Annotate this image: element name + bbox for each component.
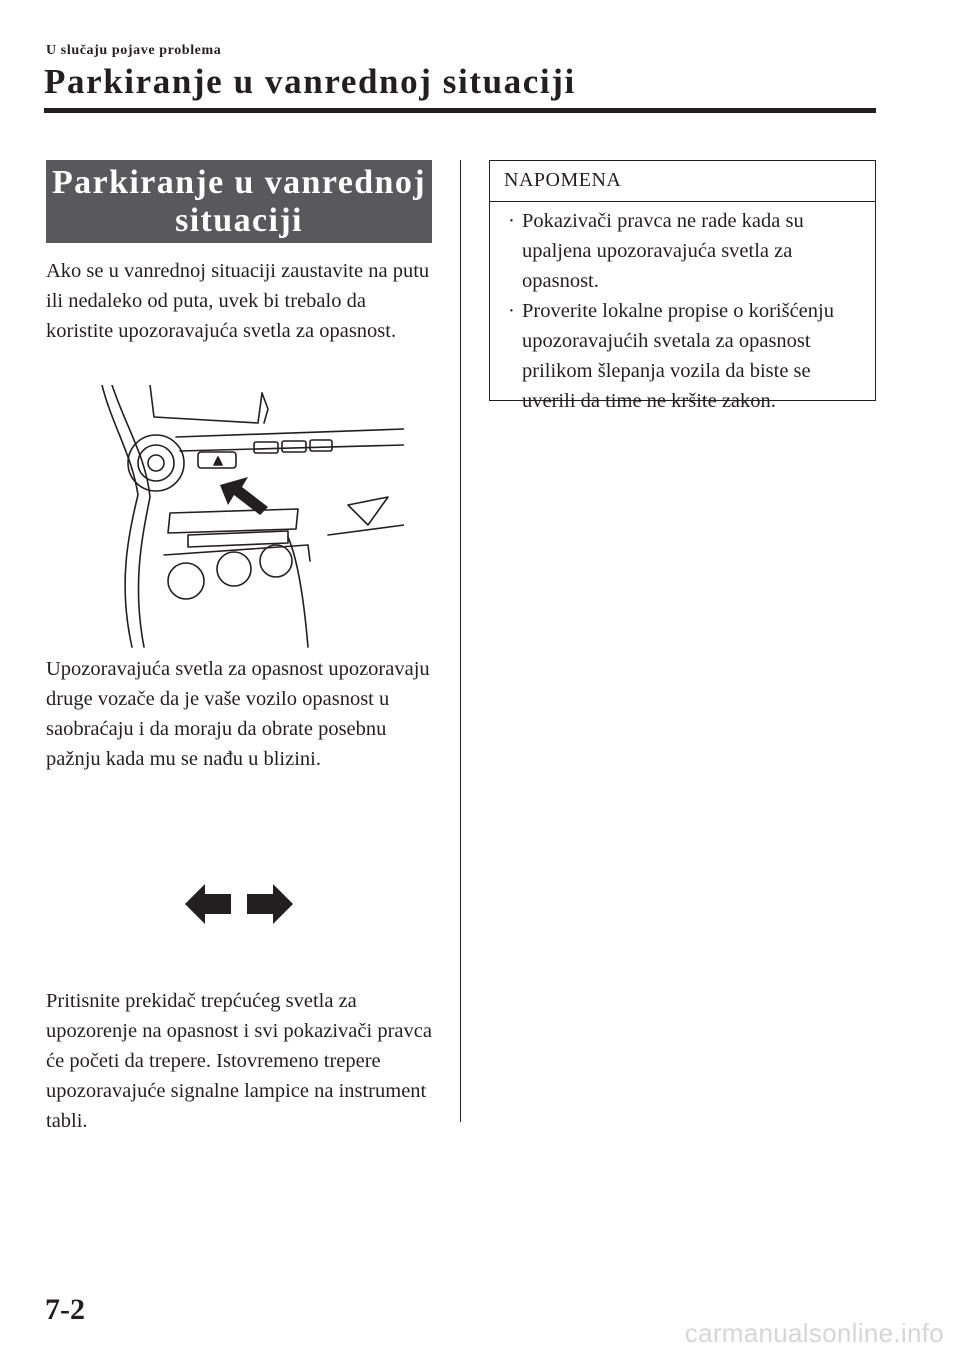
note-rule xyxy=(490,201,875,202)
watermark: carmanualsonline.info xyxy=(684,1318,944,1348)
paragraph-warning: Upozoravajuća svetla za opasnost upozoravaju druge vozače da je vaše vozilo opasnost u saobraćaju i da moraju da obrate posebnu pažnju kada mu se nađu u blizini. xyxy=(46,658,430,770)
chapter-heading: U slučaju pojave problema xyxy=(46,43,222,58)
paragraph-intro: Ako se u vanrednoj situaciji zaustavite na putu ili nedaleko od puta, uvek bi trebalo da koristite upozoravajuća svetla za opasnost. xyxy=(46,260,430,342)
note-box xyxy=(489,160,876,412)
paragraph-instruction: Pritisnite prekidač trepćućeg svetla za upozorenje na opasnost i svi pokazivači pravca će početi da trepere. Istovremeno trepere upozoravajuće signalne lampice na instrument tabli. xyxy=(46,990,432,1132)
note-item xyxy=(490,206,877,296)
bullet-icon: · xyxy=(508,300,515,322)
note-item-text: Pokazivači pravca ne rade kada su upaljena upozoravajuća svetla za opasnost. xyxy=(522,210,804,292)
title-rule xyxy=(44,108,876,113)
note-title: NAPOMENA xyxy=(504,169,622,191)
note-list xyxy=(490,206,877,416)
turn-signal-arrows-icon xyxy=(185,884,293,924)
page-title: Parkiranje u vanrednoj situaciji xyxy=(44,62,576,101)
page-number: 7-2 xyxy=(45,1293,85,1326)
dashboard-hazard-switch-illustration xyxy=(98,385,404,651)
note-item xyxy=(490,296,877,416)
column-divider xyxy=(460,160,461,1122)
section-heading: Parkiranje u vanrednoj situaciji xyxy=(46,160,432,243)
note-item-text: Proverite lokalne propise o korišćenju upozoravajućih svetala za opasnost prilikom šlepanja vozila da biste se uverili da time ne kršite zakon. xyxy=(522,300,834,412)
bullet-icon: · xyxy=(508,210,515,232)
